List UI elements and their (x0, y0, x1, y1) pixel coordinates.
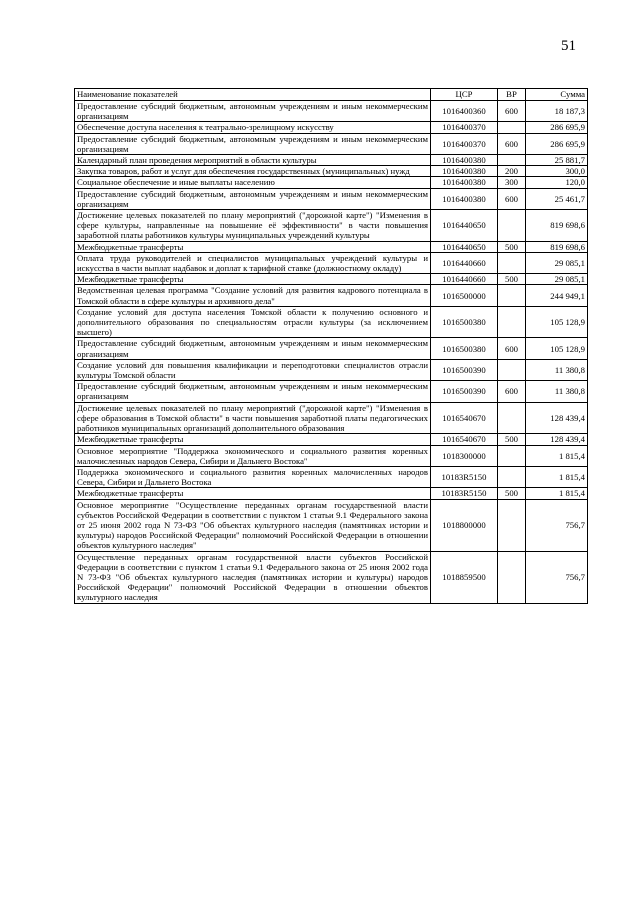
table-row (75, 166, 588, 177)
table-row (75, 252, 588, 273)
cell-csr: 1016500380 (431, 306, 498, 338)
table-row (75, 551, 588, 603)
cell-sum: 18 187,3 (526, 101, 588, 122)
table-row (75, 445, 588, 466)
cell-vr (498, 551, 526, 603)
table-row (75, 488, 588, 499)
cell-name: Межбюджетные трансферты (75, 241, 431, 252)
table-header-row (75, 89, 588, 101)
table-row (75, 402, 588, 434)
cell-name: Достижение целевых показателей по плану мероприятий ("дорожной карте") "Изменения в сфере образования в Томской области" в части повышения заработной платы педагогических работников муниципальных организаций дополнительного образования (75, 402, 431, 434)
cell-sum: 29 085,1 (526, 252, 588, 273)
cell-vr (498, 499, 526, 551)
cell-sum: 105 128,9 (526, 306, 588, 338)
cell-csr: 1016500380 (431, 338, 498, 359)
cell-vr: 500 (498, 274, 526, 285)
cell-vr (498, 359, 526, 380)
cell-name: Межбюджетные трансферты (75, 434, 431, 445)
cell-name: Предоставление субсидий бюджетным, автономным учреждениям и иным некоммерческим организациям (75, 188, 431, 209)
cell-vr: 600 (498, 188, 526, 209)
table-row (75, 101, 588, 122)
cell-vr (498, 445, 526, 466)
cell-sum: 756,7 (526, 551, 588, 603)
cell-sum: 1 815,4 (526, 445, 588, 466)
cell-csr: 1016540670 (431, 434, 498, 445)
header-sum: Сумма (526, 89, 588, 101)
cell-name: Основное мероприятие "Поддержка экономического и социального развития коренных малочисленных народов Севера, Сибири и Дальнего Востока" (75, 445, 431, 466)
cell-csr: 1016400370 (431, 133, 498, 154)
cell-csr: 1016440650 (431, 241, 498, 252)
table-row (75, 210, 588, 242)
table-row (75, 133, 588, 154)
cell-name: Межбюджетные трансферты (75, 488, 431, 499)
cell-sum: 29 085,1 (526, 274, 588, 285)
cell-csr: 1016500390 (431, 381, 498, 402)
table-row (75, 434, 588, 445)
cell-name: Предоставление субсидий бюджетным, автономным учреждениям и иным некоммерческим организациям (75, 101, 431, 122)
table-row (75, 466, 588, 487)
cell-name: Создание условий для повышения квалификации и переподготовки специалистов отрасли культуры Томской области (75, 359, 431, 380)
table-body (75, 101, 588, 604)
table-row (75, 241, 588, 252)
cell-csr: 1016400370 (431, 122, 498, 133)
cell-vr (498, 122, 526, 133)
cell-sum: 128 439,4 (526, 402, 588, 434)
table-row (75, 177, 588, 188)
cell-vr: 200 (498, 166, 526, 177)
cell-name: Поддержка экономического и социального развития коренных малочисленных народов Севера, Сибири и Дальнего Востока (75, 466, 431, 487)
cell-csr: 1016500390 (431, 359, 498, 380)
cell-csr: 1016400360 (431, 101, 498, 122)
table-row (75, 274, 588, 285)
cell-sum: 105 128,9 (526, 338, 588, 359)
table-row (75, 155, 588, 166)
cell-csr: 1016540670 (431, 402, 498, 434)
cell-name: Достижение целевых показателей по плану мероприятий ("дорожной карте") "Изменения в сфере культуры, направленные на повышение её эффективности" в части повышения заработной платы работников культуры муниципальных учреждений культуры (75, 210, 431, 242)
cell-sum: 128 439,4 (526, 434, 588, 445)
cell-sum: 25 461,7 (526, 188, 588, 209)
cell-sum: 1 815,4 (526, 466, 588, 487)
cell-csr: 1016440660 (431, 252, 498, 273)
cell-csr: 1018300000 (431, 445, 498, 466)
cell-sum: 1 815,4 (526, 488, 588, 499)
budget-table (74, 88, 588, 604)
header-vr: ВР (498, 89, 526, 101)
cell-vr: 600 (498, 381, 526, 402)
cell-csr: 1016400380 (431, 188, 498, 209)
cell-sum: 819 698,6 (526, 210, 588, 242)
cell-vr (498, 252, 526, 273)
cell-vr: 500 (498, 434, 526, 445)
cell-sum: 11 380,8 (526, 381, 588, 402)
cell-vr (498, 466, 526, 487)
cell-name: Закупка товаров, работ и услуг для обеспечения государственных (муниципальных) нужд (75, 166, 431, 177)
cell-name: Межбюджетные трансферты (75, 274, 431, 285)
cell-csr: 10183R5150 (431, 466, 498, 487)
cell-vr (498, 306, 526, 338)
table-row (75, 338, 588, 359)
cell-csr: 1016440650 (431, 210, 498, 242)
cell-vr: 300 (498, 177, 526, 188)
cell-name: Создание условий для доступа населения Томской области к получению основного и дополнительного образования по специальностям отрасли культуры (за исключением высшего) (75, 306, 431, 338)
cell-name: Предоставление субсидий бюджетным, автономным учреждениям и иным некоммерческим организациям (75, 338, 431, 359)
table-row (75, 381, 588, 402)
cell-vr: 500 (498, 241, 526, 252)
header-name: Наименование показателей (75, 89, 431, 101)
table-row (75, 359, 588, 380)
cell-sum: 819 698,6 (526, 241, 588, 252)
cell-vr: 500 (498, 488, 526, 499)
cell-sum: 300,0 (526, 166, 588, 177)
cell-name: Календарный план проведения мероприятий в области культуры (75, 155, 431, 166)
header-csr: ЦСР (431, 89, 498, 101)
page-number: 51 (561, 38, 576, 54)
cell-csr: 1018800000 (431, 499, 498, 551)
cell-sum: 286 695,9 (526, 133, 588, 154)
cell-vr: 600 (498, 133, 526, 154)
table-row (75, 188, 588, 209)
cell-vr (498, 210, 526, 242)
cell-name: Основное мероприятие "Осуществление переданных органам государственной власти субъектов Российской Федерации в соответствии с пунктом 1 статьи 9.1 Федерального закона от 25 июня 2002 года N 73-ФЗ "Об объектах культурного наследия (памятниках истории и культуры) народов Российской Федерации" полномочий Российской Федерации в отношении объектов культурного наследия" (75, 499, 431, 551)
cell-csr: 1016500000 (431, 285, 498, 306)
cell-sum: 120,0 (526, 177, 588, 188)
cell-csr: 1018859500 (431, 551, 498, 603)
cell-name: Предоставление субсидий бюджетным, автономным учреждениям и иным некоммерческим организациям (75, 133, 431, 154)
cell-csr: 1016400380 (431, 166, 498, 177)
table-row (75, 122, 588, 133)
cell-sum: 11 380,8 (526, 359, 588, 380)
cell-csr: 1016400380 (431, 177, 498, 188)
table-row (75, 499, 588, 551)
cell-name: Социальное обеспечение и иные выплаты населению (75, 177, 431, 188)
cell-vr (498, 285, 526, 306)
cell-vr (498, 402, 526, 434)
table-row (75, 285, 588, 306)
cell-csr: 1016440660 (431, 274, 498, 285)
cell-sum: 244 949,1 (526, 285, 588, 306)
cell-vr: 600 (498, 101, 526, 122)
cell-name: Осуществление переданных органам государственной власти субъектов Российской Федерации в соответствии с пунктом 1 статьи 9.1 Федерального закона от 25 июня 2002 года N 73-ФЗ "Об объектах культурного наследия (памятниках истории и культуры) народов Российской Федерации" полномочий Российской Федерации в отношении объектов культурного наследия (75, 551, 431, 603)
table-row (75, 306, 588, 338)
cell-name: Оплата труда руководителей и специалистов муниципальных учреждений культуры и искусства в части выплат надбавок и доплат к тарифной ставке (должностному окладу) (75, 252, 431, 273)
cell-csr: 1016400380 (431, 155, 498, 166)
cell-csr: 10183R5150 (431, 488, 498, 499)
cell-sum: 286 695,9 (526, 122, 588, 133)
cell-sum: 25 881,7 (526, 155, 588, 166)
cell-name: Предоставление субсидий бюджетным, автономным учреждениям и иным некоммерческим организациям (75, 381, 431, 402)
cell-name: Ведомственная целевая программа "Создание условий для развития кадрового потенциала в Томской области в сфере культуры и архивного дела" (75, 285, 431, 306)
cell-vr (498, 155, 526, 166)
cell-name: Обеспечение доступа населения к театрально-зрелищному искусству (75, 122, 431, 133)
cell-sum: 756,7 (526, 499, 588, 551)
cell-vr: 600 (498, 338, 526, 359)
